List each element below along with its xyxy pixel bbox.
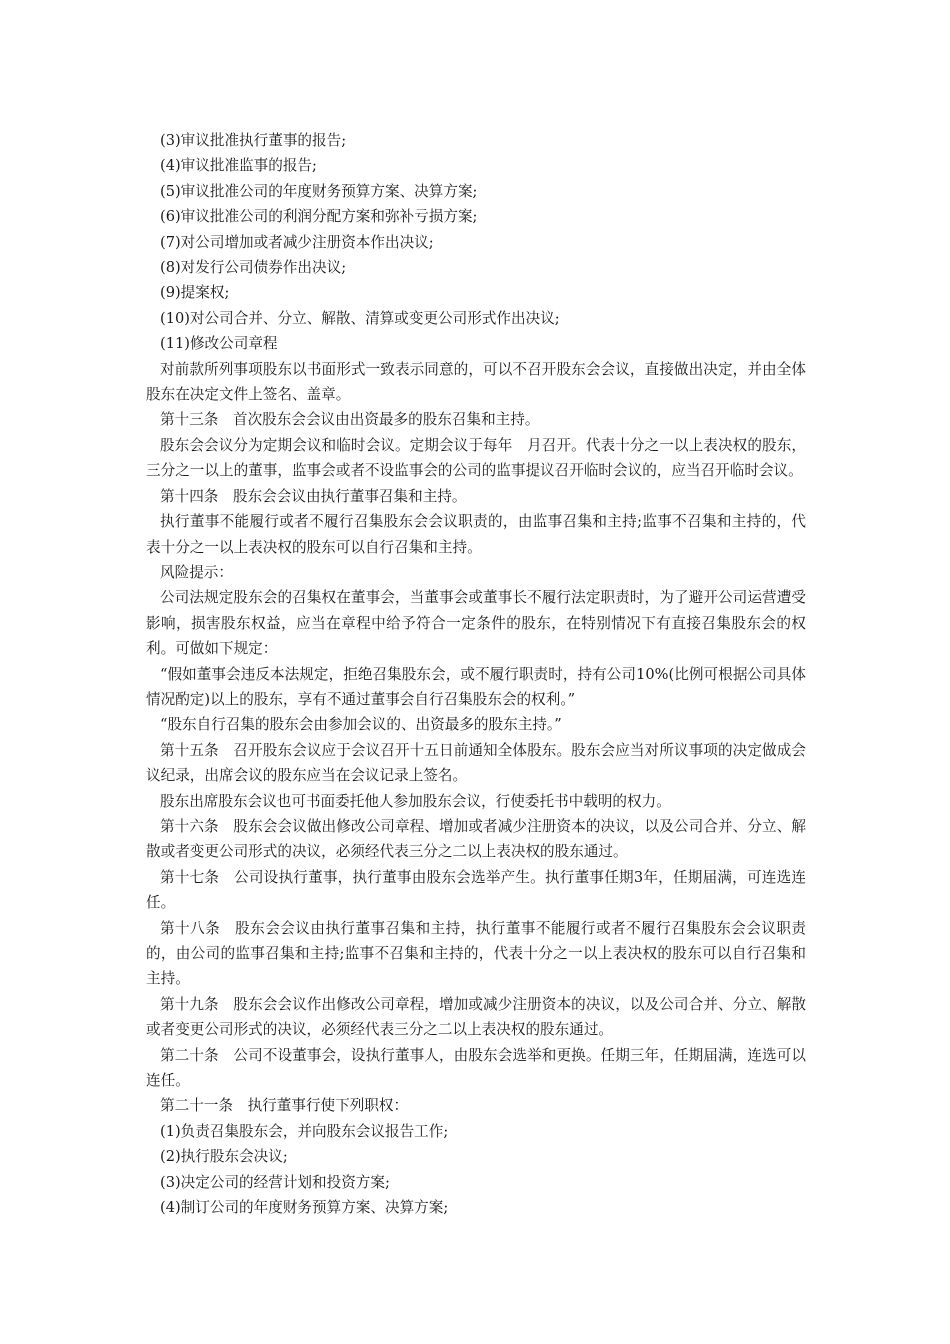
duty-item-4: (4)制订公司的年度财务预算方案、决算方案; bbox=[160, 1199, 449, 1217]
article-21: 第二十一条 执行董事行使下列职权： bbox=[160, 1097, 409, 1115]
paragraph-item-10: (10)对公司合并、分立、解散、清算或变更公司形式作出决议; bbox=[160, 309, 560, 327]
paragraph-item-5: (5)审议批准公司的年度财务预算方案、决算方案; bbox=[160, 182, 478, 200]
article-19: 第十九条 股东会会议作出修改公司章程，增加或减少注册资本的决议，以及公司合并、分立、解散或者变更公司形式的决议，必须经代表三分之二以上表决权的股东通过。 bbox=[146, 995, 806, 1039]
paragraph-quote-2: “股东自行召集的股东会由参加会议的、出资最多的股东主持。” bbox=[160, 716, 562, 734]
article-18: 第十八条 股东会会议由执行董事召集和主持，执行董事不能履行或者不履行召集股东会会议职责的，由公司的监事召集和主持;监事不召集和主持的，代表十分之一以上表决权的股东可以自行召集和主持。 bbox=[146, 919, 806, 988]
paragraph-item-11: (11)修改公司章程 bbox=[160, 335, 278, 353]
duty-item-3: (3)决定公司的经营计划和投资方案; bbox=[160, 1173, 390, 1191]
duty-item-2: (2)执行股东会决议; bbox=[160, 1148, 288, 1166]
paragraph-convening: 执行董事不能履行或者不履行召集股东会会议职责的，由监事召集和主持;监事不召集和主持的，代表十分之一以上表决权的股东可以自行召集和主持。 bbox=[146, 513, 806, 556]
paragraph-meetings: 股东会会议分为定期会议和临时会议。定期会议于每年 月召开。代表十分之一以上表决权的股东，三分之一以上的董事，监事会或者不设监事会的公司的监事提议召开临时会议的，应当召开临时会议。 bbox=[146, 436, 806, 480]
article-13: 第十三条 首次股东会会议由出资最多的股东召集和主持。 bbox=[160, 411, 540, 429]
paragraph-quote-1: “假如董事会违反本法规定，拒绝召集股东会，或不履行职责时，持有公司10%(比例可根据公司具体情况酌定)以上的股东，享有不通过董事会自行召集股东会的权利。” bbox=[146, 665, 806, 708]
duty-item-1: (1)负责召集股东会，并向股东会议报告工作; bbox=[160, 1122, 449, 1140]
article-17: 第十七条 公司设执行董事，执行董事由股东会选举产生。执行董事任期3年，任期届满，可连选连任。 bbox=[146, 868, 806, 912]
article-20: 第二十条 公司不设董事会，设执行董事人，由股东会选举和更换。任期三年，任期届满，连选可以连任。 bbox=[146, 1046, 806, 1090]
document-page bbox=[146, 128, 806, 1220]
paragraph-item-6: (6)审议批准公司的利润分配方案和弥补亏损方案; bbox=[160, 208, 478, 226]
paragraph-proxy: 股东出席股东会议也可书面委托他人参加股东会议，行使委托书中载明的权力。 bbox=[160, 792, 671, 810]
paragraph-risk-text: 公司法规定股东会的召集权在董事会，当董事会或董事长不履行法定职责时，为了避开公司运营遭受影响，损害股东权益，应当在章程中给予符合一定条件的股东，在特别情况下有直接召集股东会的权利。可做如下规定： bbox=[146, 589, 806, 658]
paragraph-item-7: (7)对公司增加或者减少注册资本作出决议; bbox=[160, 233, 434, 251]
article-16: 第十六条 股东会会议做出修改公司章程、增加或者减少注册资本的决议，以及公司合并、分立、解散或者变更公司形式的决议，必须经代表三分之二以上表决权的股东通过。 bbox=[146, 817, 806, 861]
paragraph-item-3: (3)审议批准执行董事的报告; bbox=[160, 132, 347, 149]
paragraph-item-8: (8)对发行公司债券作出决议; bbox=[160, 259, 347, 277]
paragraph-item-9: (9)提案权; bbox=[160, 284, 230, 302]
article-15: 第十五条 召开股东会议应于会议召开十五日前通知全体股东。股东会应当对所议事项的决定做成会议纪录，出席会议的股东应当在会议记录上签名。 bbox=[146, 741, 806, 785]
paragraph-unanimous-consent: 对前款所列事项股东以书面形式一致表示同意的，可以不召开股东会会议，直接做出决定，并由全体股东在决定文件上签名、盖章。 bbox=[146, 360, 806, 404]
paragraph-item-4: (4)审议批准监事的报告; bbox=[160, 157, 317, 175]
risk-heading: 风险提示： bbox=[160, 563, 233, 581]
article-14: 第十四条 股东会会议由执行董事召集和主持。 bbox=[160, 487, 467, 505]
